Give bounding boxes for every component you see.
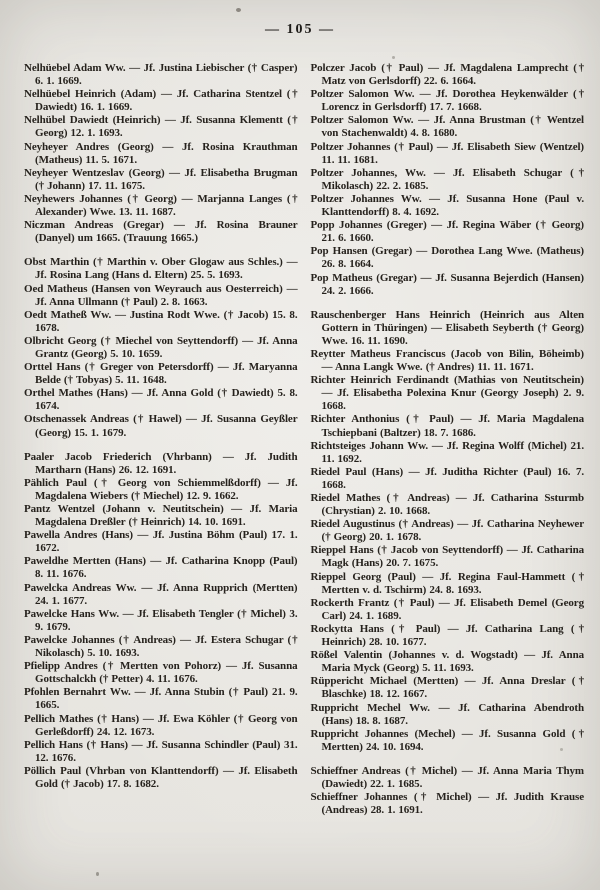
- register-entry: Schieffner Johannes († Michel) — Jf. Judith Krause (Andreas) 28. 1. 1691.: [310, 791, 584, 817]
- register-entry: Poltzer Johannes, Ww. — Jf. Elisabeth Schugar († Mikolasch) 22. 2. 1685.: [310, 166, 584, 192]
- register-entry: Poltzer Salomon Ww. — Jf. Dorothea Heykenwälder († Lorencz in Gerlsdorff) 17. 7. 1668.: [310, 88, 584, 114]
- register-entry: Olbricht Georg († Miechel von Seyttendorff) — Jf. Anna Grantz (Georg) 5. 10. 1659.: [24, 334, 298, 360]
- register-entry: Schieffner Andreas († Michel) — Jf. Anna Maria Thym (Dawiedt) 22. 1. 1685.: [310, 764, 584, 790]
- letter-group-p: [311, 62, 585, 298]
- register-entry: Pählich Paul († Georg von Schiemmelßdorff) — Jf. Magdalena Wiebers († Miechel) 12. 9. 1662.: [24, 476, 298, 502]
- register-entry: Pellich Mathes († Hans) — Jf. Ewa Köhler († Georg von Gerleßdorff) 24. 12. 1673.: [24, 712, 298, 738]
- register-entry: Pop Matheus (Gregar) — Jf. Susanna Bejerdich (Hansen) 24. 2. 1666.: [310, 271, 584, 297]
- register-entry: Reytter Matheus Franciscus (Jacob von Bilin, Böheimb) — Anna Langk Wwe. († Andres) 11. 11. 1671.: [310, 347, 584, 374]
- register-entry: Rockytta Hans († Paul) — Jf. Catharina Lang († Heinrich) 28. 10. 1677.: [310, 622, 584, 649]
- register-entry: Rüppericht Michael (Mertten) — Jf. Anna Dreslar († Blaschke) 18. 12. 1667.: [310, 675, 584, 701]
- register-entry: Otschenassek Andreas († Hawel) — Jf. Susanna Geyßler (Georg) 15. 1. 1679.: [24, 413, 298, 439]
- register-entry: Oedt Matheß Ww. — Justina Rodt Wwe. († Jacob) 15. 8. 1678.: [24, 308, 298, 334]
- register-entry: Nelhüebel Adam Ww. — Jf. Justina Liebischer († Casper) 6. 1. 1669.: [24, 62, 298, 88]
- register-entry: Oed Matheus (Hansen von Weyrauch aus Oesterreich) — Jf. Anna Ullmann († Paul) 2. 8. 1663.: [24, 282, 298, 308]
- letter-group-r: [311, 309, 585, 754]
- register-entry: Richter Anthonius († Paul) — Jf. Maria Magdalena Tschiepbani (Baltzer) 18. 7. 1686.: [310, 413, 584, 439]
- register-entry: Richter Heinrich Ferdinandt (Mathias von Neutitschein) — Jf. Elisabetha Polexina Knur (Georgy Joseph) 2. 9. 1668.: [310, 374, 584, 413]
- register-entry: Pawelcka Andreas Ww. — Jf. Anna Rupprich (Mertten) 24. 1. 1677.: [24, 581, 298, 607]
- register-entry: Pöllich Paul (Vhrban von Klanttendorff) — Jf. Elisabeth Gold († Jacob) 17. 8. 1682.: [24, 764, 298, 790]
- letter-group-o: [24, 256, 298, 439]
- register-entry: Poltzer Johannes († Paul) — Jf. Elisabeth Siew (Wentzel) 11. 11. 1681.: [310, 140, 584, 166]
- register-entry: Riedel Augustinus († Andreas) — Jf. Catharina Neyhewer († Georg) 20. 1. 1678.: [310, 518, 584, 544]
- register-entry: Niczman Andreas (Gregar) — Jf. Rosina Brauner (Danyel) um 1665. (Trauung 1665.): [24, 219, 298, 245]
- letter-group-n: [24, 62, 298, 245]
- register-entry: Obst Marthin († Marthin v. Ober Glogaw aus Schles.) — Jf. Rosina Lang (Hans d. Eltern) 25. 5. 1693.: [24, 256, 298, 282]
- letter-group-p: [24, 451, 298, 791]
- register-entry: Pawella Andres (Hans) — Jf. Justina Böhm (Paul) 17. 1. 1672.: [24, 529, 298, 555]
- register-entry: Rieppel Georg (Paul) — Jf. Regina Faul-Hammett († Mertten v. d. Tschirm) 24. 8. 1693.: [310, 570, 584, 596]
- register-entry: Paaler Jacob Friederich (Vhrbann) — Jf. Judith Martharn (Hans) 26. 12. 1691.: [24, 450, 298, 476]
- register-entry: Riedel Mathes († Andreas) — Jf. Catharina Ssturmb (Chrystian) 2. 10. 1668.: [310, 492, 584, 518]
- register-entry: Poltzer Salomon Ww. — Jf. Anna Brustman († Wentzel von Stachenwaldt) 4. 8. 1680.: [310, 114, 584, 140]
- register-entry: Orttel Hans († Greger von Petersdorff) — Jf. Maryanna Belde († Tobyas) 5. 11. 1648.: [24, 361, 298, 387]
- scan-speckle: [96, 872, 99, 876]
- register-entry: Pfielipp Andres († Mertten von Pohorz) — Jf. Susanna Gottschalckh († Petter) 4. 11. 1676.: [24, 660, 298, 686]
- register-entry: Pawelcke Hans Ww. — Jf. Elisabeth Tengler († Michel) 3. 9. 1679.: [24, 607, 298, 633]
- register-entry: Neyhewers Johannes († Georg) — Marjanna Langes († Alexander) Wwe. 13. 11. 1687.: [24, 192, 298, 219]
- letter-group-s: [311, 765, 585, 817]
- register-entry: Nelhüebel Heinrich (Adam) — Jf. Catharina Stentzel († Dawiedt) 16. 1. 1669.: [24, 88, 298, 114]
- register-entry: Pellich Hans († Hans) — Jf. Susanna Schindler (Paul) 31. 12. 1676.: [24, 738, 298, 764]
- register-entry: Neyheyer Wentzeslav (Georg) — Jf. Elisabetha Brugman († Johann) 17. 11. 1675.: [24, 166, 298, 192]
- register-column-right: [311, 62, 585, 817]
- register-entry: Rauschenberger Hans Heinrich (Heinrich aus Alten Gottern in Thüringen) — Elisabeth Seyberth († Georg) Wwe. 16. 11. 1690.: [310, 308, 584, 347]
- register-entry: Popp Johannes (Greger) — Jf. Regina Wäber († Georg) 21. 6. 1660.: [310, 219, 584, 245]
- register-entry: Ruppricht Johannes (Mechel) — Jf. Susanna Gold († Mertten) 24. 10. 1694.: [310, 727, 584, 753]
- register-entry: Rößel Valentin (Johannes v. d. Wogstadt) — Jf. Anna Maria Myck (Georg) 5. 11. 1693.: [310, 649, 584, 675]
- register-entry: Rieppel Hans († Jacob von Seyttendorff) — Jf. Catharina Magk (Hans) 20. 7. 1675.: [310, 544, 584, 570]
- scan-speckle: [236, 8, 241, 12]
- register-entry: Poltzer Johannes Ww. — Jf. Susanna Hone (Paul v. Klanttendorff) 8. 4. 1692.: [310, 192, 584, 219]
- register-entry: Orthel Mathes (Hans) — Jf. Anna Gold († Dawiedt) 5. 8. 1674.: [24, 387, 298, 413]
- scan-speckle: [392, 56, 395, 59]
- register-entry: Paweldhe Mertten (Hans) — Jf. Catharina Knopp (Paul) 8. 11. 1676.: [24, 555, 298, 581]
- register-entry: Pfohlen Bernahrt Ww. — Jf. Anna Stubin († Paul) 21. 9. 1665.: [24, 686, 298, 712]
- register-entry: Pawelcke Johannes († Andreas) — Jf. Estera Schugar († Nikolasch) 5. 10. 1693.: [24, 633, 298, 660]
- page-number: — 105 —: [265, 22, 335, 37]
- register-entry: Nelhübel Dawiedt (Heinrich) — Jf. Susanna Klementt († Georg) 12. 1. 1693.: [24, 114, 298, 140]
- register-entry: Riedel Paul (Hans) — Jf. Juditha Richter (Paul) 16. 7. 1668.: [310, 465, 584, 491]
- register-entry: Rockerth Frantz († Paul) — Jf. Elisabeth Demel (Georg Carl) 24. 1. 1689.: [310, 596, 584, 622]
- register-entry: Pantz Wentzel (Johann v. Neutitschein) — Jf. Maria Magdalena Dreßler († Heinrich) 14. 10. 1691.: [24, 503, 298, 529]
- register-entry: Polczer Jacob († Paul) — Jf. Magdalena Lamprecht († Matz von Gerlsdorff) 22. 6. 1664.: [310, 62, 584, 88]
- register-entry: Pop Hansen (Gregar) — Dorothea Lang Wwe. (Matheus) 26. 8. 1664.: [310, 245, 584, 271]
- register-page-body: [24, 62, 584, 817]
- register-column-left: [24, 62, 298, 817]
- register-entry: Neyheyer Andres (Georg) — Jf. Rosina Krauthman (Matheus) 11. 5. 1671.: [24, 140, 298, 166]
- register-entry: Richtsteiges Johann Ww. — Jf. Regina Wolff (Michel) 21. 11. 1692.: [310, 439, 584, 465]
- register-entry: Ruppricht Mechel Ww. — Jf. Catharina Abendroth (Hans) 18. 8. 1687.: [310, 701, 584, 727]
